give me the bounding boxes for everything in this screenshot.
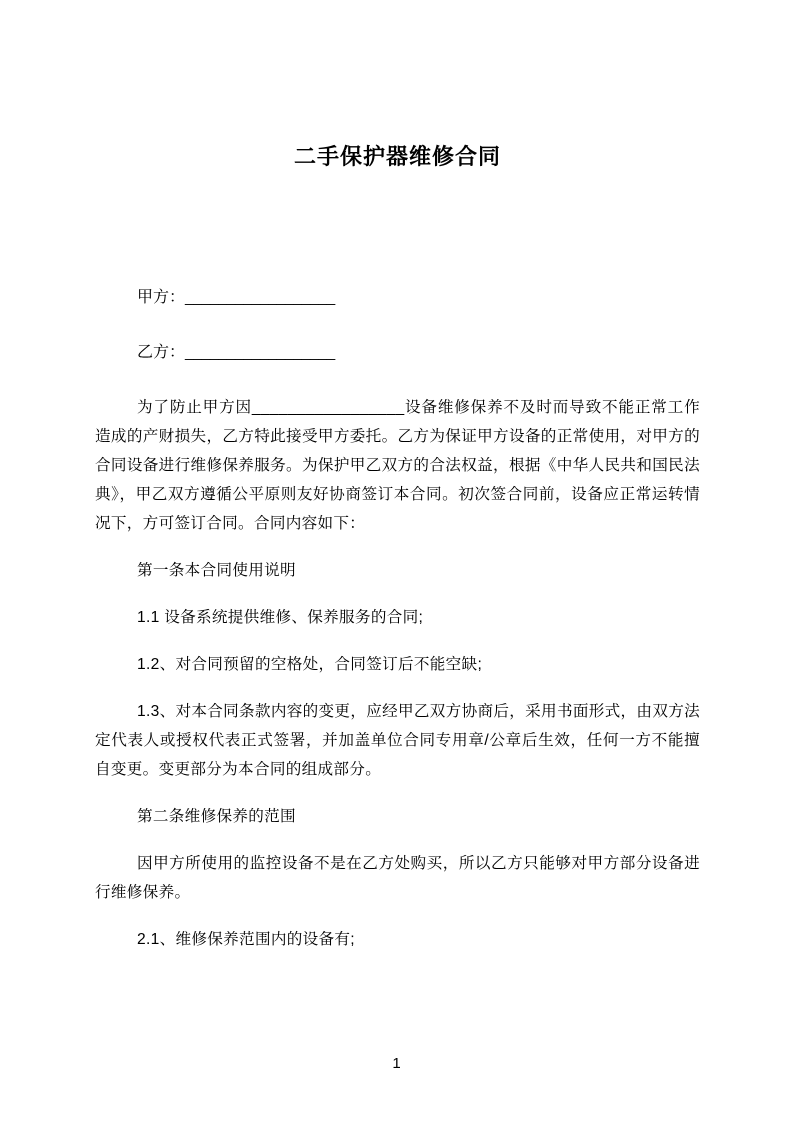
intro-paragraph: 为了防止甲方因_________________设备维修保养不及时而导致不能正常工作造成的产财损失，乙方特此接受甲方委托。乙方为保证甲方设备的正常使用，对甲方的合同设备进行维修保养服务。为保护甲乙双方的合法权益，根据《中华人民共和国民法典》，甲乙双方遵循公平原则友好协商签订本合同。初次签合同前，设备应正常运转情况下，方可签订合同。合同内容如下： [95, 399, 700, 532]
party-a-label: 甲方： [137, 289, 186, 306]
clause1-item2: 1.2、对合同预留的空格处，合同签订后不能空缺; [137, 656, 483, 673]
clause2-item1: 2.1、维修保养范围内的设备有; [137, 931, 355, 948]
clause1-item3: 1.3、对本合同条款内容的变更，应经甲乙双方协商后，采用书面形式，由双方法定代表人或授权代表正式签署，并加盖单位合同专用章/公章后生效，任何一方不能擅自变更。变更部分为本合同的组成部分。 [95, 703, 700, 778]
clause1-item1: 1.1 设备系统提供维修、保养服务的合同; [137, 609, 424, 626]
party-b-label: 乙方： [137, 344, 186, 361]
clause2-heading: 第二条维修保养的范围 [137, 808, 296, 825]
party-a-blank: __________________ [185, 289, 336, 306]
clause2-intro: 因甲方所使用的监控设备不是在乙方处购买，所以乙方只能够对甲方部分设备进行维修保养。 [95, 855, 700, 901]
contract-title: 二手保护器维修合同 [293, 144, 501, 169]
party-a-line [95, 283, 700, 312]
party-b-line [95, 338, 700, 367]
page-number: 1 [392, 1055, 401, 1072]
party-b-blank: __________________ [185, 344, 336, 361]
clause1-heading: 第一条本合同使用说明 [137, 562, 296, 579]
